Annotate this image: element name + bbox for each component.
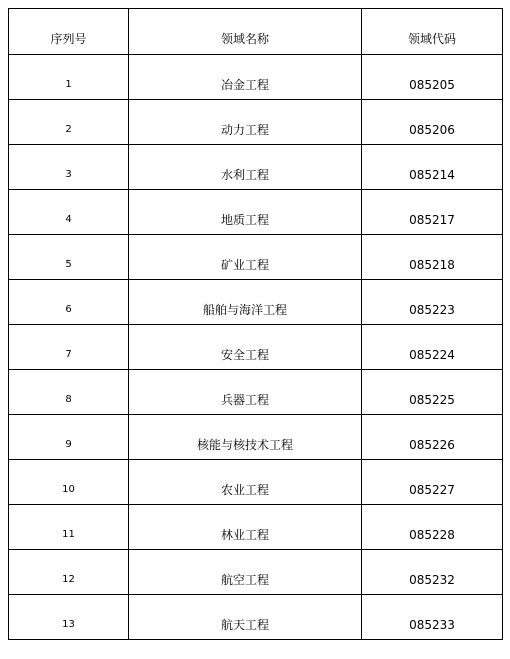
- cell-code-text: 085233: [409, 618, 455, 632]
- header-code-label: 领域代码: [407, 32, 456, 46]
- cell-code: [362, 460, 503, 505]
- cell-code: [362, 55, 503, 100]
- header-name: [129, 9, 362, 55]
- cell-seq: [9, 325, 129, 370]
- table-row: [9, 145, 503, 190]
- cell-code-text: 085226: [409, 438, 455, 452]
- cell-code: [362, 505, 503, 550]
- cell-code: [362, 235, 503, 280]
- cell-seq: [9, 100, 129, 145]
- cell-code-text: 085228: [409, 528, 455, 542]
- cell-name-text: 农业工程: [220, 483, 269, 497]
- cell-code: [362, 280, 503, 325]
- table-row: [9, 55, 503, 100]
- cell-seq-text: 8: [65, 394, 72, 405]
- table-row: [9, 505, 503, 550]
- cell-seq: [9, 145, 129, 190]
- cell-code-text: 085206: [409, 123, 455, 137]
- cell-name-text: 林业工程: [220, 528, 269, 542]
- cell-seq-text: 9: [65, 439, 72, 450]
- cell-code-text: 085232: [409, 573, 455, 587]
- table-row: [9, 415, 503, 460]
- cell-seq: [9, 370, 129, 415]
- cell-name: [129, 145, 362, 190]
- header-code: [362, 9, 503, 55]
- cell-code-text: 085218: [409, 258, 455, 272]
- cell-seq-text: 13: [62, 619, 75, 630]
- cell-seq-text: 12: [62, 574, 75, 585]
- cell-name-text: 地质工程: [220, 213, 269, 227]
- cell-seq-text: 1: [65, 79, 72, 90]
- cell-code-text: 085224: [409, 348, 455, 362]
- cell-seq-text: 6: [65, 304, 72, 315]
- cell-name: [129, 415, 362, 460]
- table-row: [9, 190, 503, 235]
- cell-name-text: 兵器工程: [220, 393, 269, 407]
- cell-seq: [9, 460, 129, 505]
- cell-name: [129, 595, 362, 640]
- cell-code: [362, 145, 503, 190]
- cell-code: [362, 595, 503, 640]
- cell-code: [362, 100, 503, 145]
- cell-code-text: 085225: [409, 393, 455, 407]
- cell-seq-text: 11: [62, 529, 75, 540]
- cell-name: [129, 190, 362, 235]
- cell-code-text: 085223: [409, 303, 455, 317]
- table-row: [9, 280, 503, 325]
- table-header-row: [9, 9, 503, 55]
- cell-code-text: 085214: [409, 168, 455, 182]
- cell-name-text: 航空工程: [220, 573, 269, 587]
- cell-name-text: 动力工程: [220, 123, 269, 137]
- cell-seq-text: 5: [65, 259, 72, 270]
- table-row: [9, 550, 503, 595]
- cell-name: [129, 505, 362, 550]
- cell-name-text: 水利工程: [220, 168, 269, 182]
- cell-name-text: 船舶与海洋工程: [202, 303, 287, 317]
- cell-name: [129, 235, 362, 280]
- cell-name-text: 安全工程: [220, 348, 269, 362]
- cell-name-text: 核能与核技术工程: [196, 438, 293, 452]
- cell-code-text: 085205: [409, 78, 455, 92]
- cell-name: [129, 460, 362, 505]
- cell-code: [362, 190, 503, 235]
- cell-code: [362, 550, 503, 595]
- cell-seq-text: 4: [65, 214, 72, 225]
- cell-seq: [9, 190, 129, 235]
- cell-code: [362, 415, 503, 460]
- table-row: [9, 235, 503, 280]
- cell-seq: [9, 595, 129, 640]
- cell-name-text: 矿业工程: [220, 258, 269, 272]
- cell-name: [129, 280, 362, 325]
- cell-seq: [9, 235, 129, 280]
- cell-name: [129, 550, 362, 595]
- header-seq: [9, 9, 129, 55]
- header-name-label: 领域名称: [220, 32, 269, 46]
- cell-seq: [9, 550, 129, 595]
- cell-seq: [9, 55, 129, 100]
- cell-seq-text: 3: [65, 169, 72, 180]
- cell-seq-text: 7: [65, 349, 72, 360]
- cell-seq: [9, 280, 129, 325]
- table-row: [9, 595, 503, 640]
- cell-code: [362, 325, 503, 370]
- cell-seq: [9, 505, 129, 550]
- cell-code-text: 085217: [409, 213, 455, 227]
- cell-code: [362, 370, 503, 415]
- field-code-table: [8, 8, 503, 640]
- table-row: [9, 325, 503, 370]
- cell-name: [129, 370, 362, 415]
- table-row: [9, 100, 503, 145]
- cell-name-text: 航天工程: [220, 618, 269, 632]
- table-row: [9, 460, 503, 505]
- cell-name-text: 冶金工程: [220, 78, 269, 92]
- cell-name: [129, 325, 362, 370]
- table-row: [9, 370, 503, 415]
- cell-seq-text: 10: [62, 484, 75, 495]
- cell-name: [129, 55, 362, 100]
- cell-seq-text: 2: [65, 124, 72, 135]
- cell-code-text: 085227: [409, 483, 455, 497]
- cell-seq: [9, 415, 129, 460]
- header-seq-label: 序列号: [50, 32, 87, 46]
- cell-name: [129, 100, 362, 145]
